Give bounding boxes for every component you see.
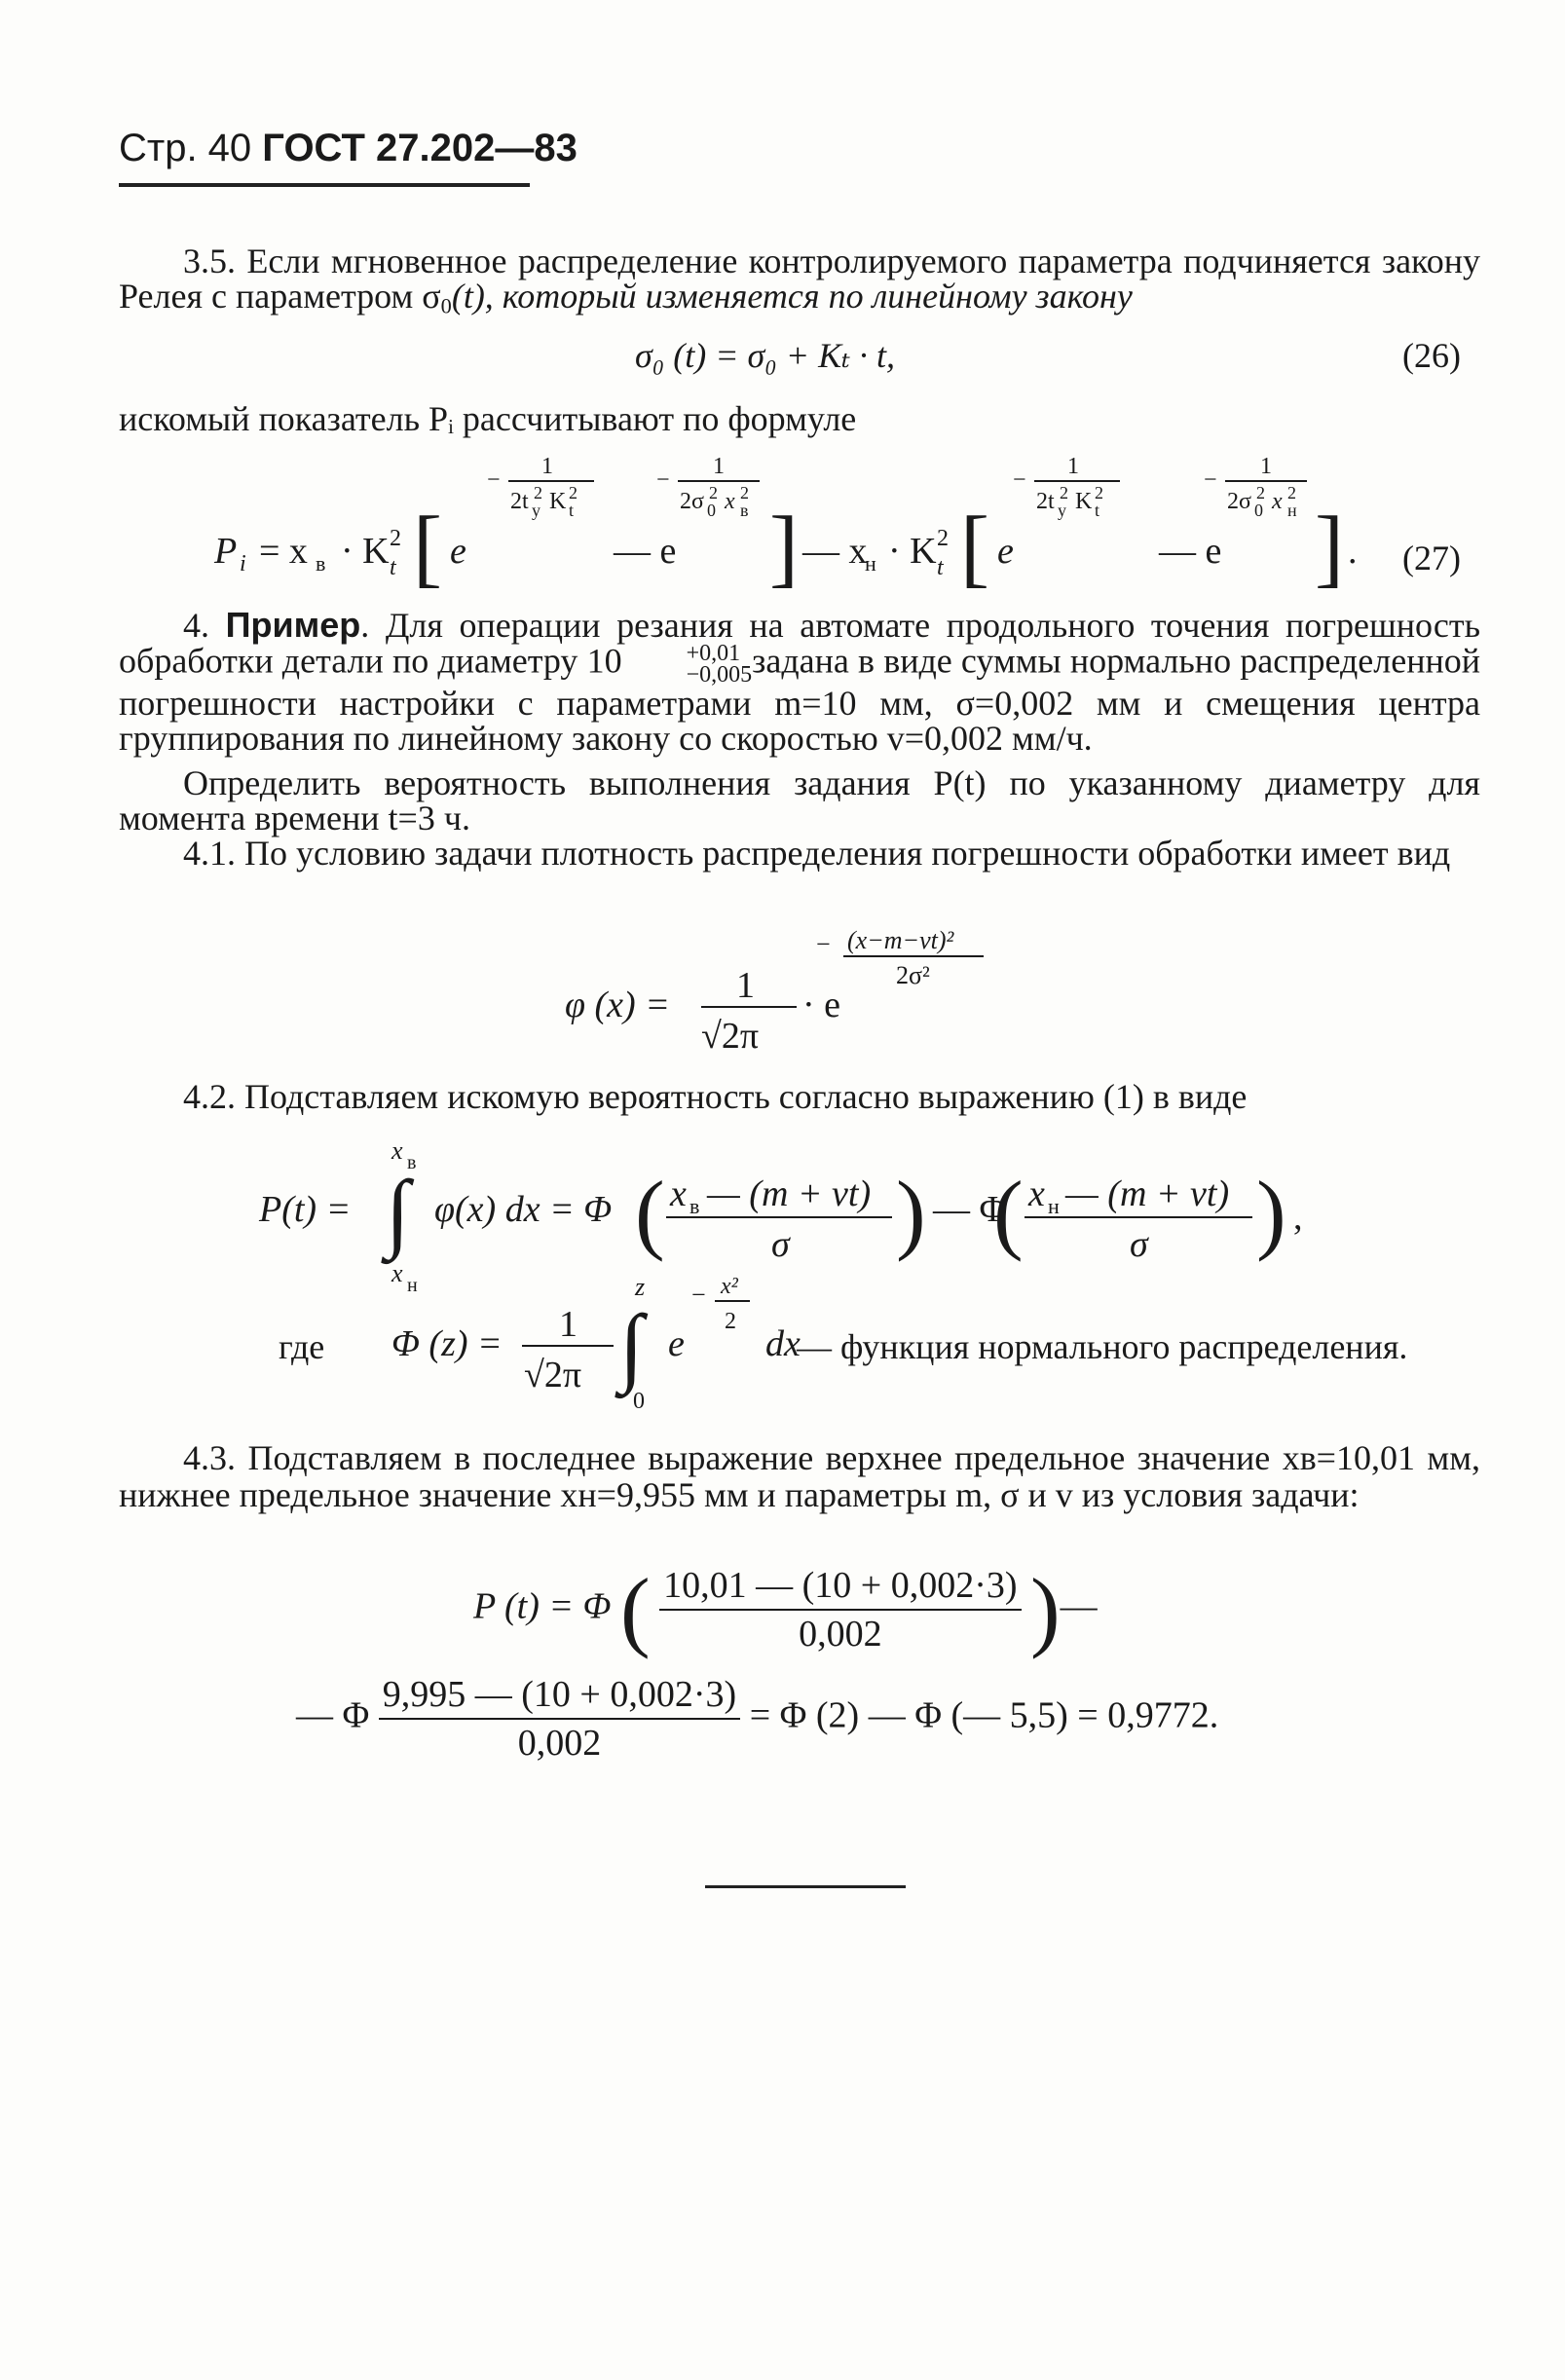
svg-text:· K: · K <box>341 531 390 572</box>
svg-text:φ(x) dx = Φ: φ(x) dx = Φ <box>434 1189 613 1230</box>
svg-text:1: 1 <box>736 965 755 1006</box>
svg-text:−: − <box>487 467 501 493</box>
where-label: где <box>279 1327 325 1366</box>
svg-text:2: 2 <box>1095 483 1103 502</box>
svg-text:x: x <box>670 1173 687 1214</box>
svg-text:— e: — e <box>614 531 677 572</box>
svg-text:2: 2 <box>725 1309 736 1334</box>
svg-text:— x: — x <box>802 531 868 572</box>
svg-text:н: н <box>407 1275 418 1291</box>
svg-text:−: − <box>691 1281 706 1309</box>
svg-text:−: − <box>816 930 831 958</box>
paragraph-4-2: 4.2. Подставляем искомую вероятность согласно выражению (1) в виде <box>183 1077 1248 1116</box>
end-rule <box>705 1885 906 1888</box>
paragraph-4: 4. Пример. Для операции резания на автомате продольного точения погрешность обработки детали по диаметру 10 +0,01 −0,005 задана в виде суммы нормально распределенной погрешности настройки с параметрами m=10 мм, σ=0,002 мм и смещения центра группирования по линейному закону со скоростью v=0,002 мм/ч. <box>119 605 1481 758</box>
paragraph-3-5: 3.5. Если мгновенное распределение контролируемого параметра подчиняется закону Релея с параметром $\sigma_0(t)$, который изменяется по линейному закону <box>119 242 1480 318</box>
numeric-probability-line2: — Φ $\frac{9,995 — (10 + 0,002\cdot 3)}{0,002}$ = Φ (2) — Φ (— 5,5) = 0,9772. <box>296 1674 1219 1764</box>
svg-text:2σ: 2σ <box>1227 489 1251 514</box>
svg-text:(x−m−vt)²: (x−m−vt)² <box>847 926 954 954</box>
svg-text:K: K <box>1075 489 1093 514</box>
svg-text:e: e <box>450 531 466 572</box>
svg-text:x: x <box>1272 489 1283 514</box>
svg-text:(: ( <box>993 1163 1024 1262</box>
svg-text:,: , <box>1293 1197 1303 1238</box>
svg-text:[: [ <box>960 500 989 594</box>
svg-text:— Φ: — Φ <box>933 1189 1007 1230</box>
header-rule <box>119 183 530 187</box>
svg-text:= x: = x <box>259 531 308 572</box>
svg-text:0: 0 <box>707 501 716 520</box>
paragraph-4-task: Определить вероятность выполнения задания P(t) по указанному диаметру для момента времени t=3 ч. <box>119 763 1480 837</box>
page-label: Стр. 40 <box>119 127 252 169</box>
numeric-result: = Φ (2) — Φ (— 5,5) = 0,9772. <box>749 1694 1219 1736</box>
svg-text:σ: σ <box>1130 1224 1148 1265</box>
svg-text:]: ] <box>1315 500 1344 594</box>
svg-text:· e: · e <box>802 985 841 1025</box>
svg-text:н: н <box>865 551 876 576</box>
denominator-2: 0,002 <box>517 1723 602 1764</box>
svg-text:−: − <box>656 467 670 493</box>
svg-text:t: t <box>569 501 575 520</box>
svg-text:2: 2 <box>1060 483 1068 502</box>
svg-text:x: x <box>391 1259 403 1287</box>
svg-text:в: в <box>316 551 326 576</box>
svg-text:2: 2 <box>709 483 718 502</box>
svg-text:0: 0 <box>1254 501 1263 520</box>
svg-text:1: 1 <box>1260 454 1272 479</box>
svg-text:0: 0 <box>633 1389 645 1412</box>
svg-text:): ) <box>896 1163 926 1262</box>
denominator-1: 0,002 <box>799 1614 882 1655</box>
svg-text:z: z <box>635 1273 646 1301</box>
svg-text:e: e <box>668 1323 685 1364</box>
paragraph-4-1: 4.1. По условию задачи плотность распределения погрешности обработки имеет вид <box>183 834 1451 873</box>
standard-code: ГОСТ 27.202—83 <box>262 127 578 169</box>
svg-text:1: 1 <box>559 1304 578 1345</box>
svg-text:1: 1 <box>713 454 725 479</box>
svg-text:1: 1 <box>541 454 553 479</box>
svg-text:в: в <box>740 501 749 520</box>
svg-text:(: ( <box>635 1163 665 1262</box>
svg-text:φ (x) =: φ (x) = <box>565 985 670 1025</box>
svg-text:2: 2 <box>1256 483 1265 502</box>
svg-text:2: 2 <box>569 483 578 502</box>
svg-text:— e: — e <box>1159 531 1222 572</box>
svg-text:Φ (z) =: Φ (z) = <box>391 1323 503 1364</box>
svg-text:P: P <box>214 531 238 572</box>
svg-text:P(t) =: P(t) = <box>259 1189 352 1230</box>
svg-text:√2π: √2π <box>701 1016 760 1057</box>
svg-text:x: x <box>1028 1173 1045 1214</box>
equation-26-number: (26) <box>1402 336 1461 375</box>
phi-description: — функция нормального распределения. <box>797 1327 1408 1366</box>
density-formula <box>555 919 1062 1065</box>
svg-text:2σ: 2σ <box>680 489 704 514</box>
svg-text:−: − <box>1204 467 1217 493</box>
svg-text:в: в <box>407 1152 417 1173</box>
svg-text:∫: ∫ <box>619 1298 644 1395</box>
svg-text:t: t <box>1095 501 1100 520</box>
svg-text:√2π: √2π <box>524 1355 582 1395</box>
svg-text:2: 2 <box>740 483 749 502</box>
svg-text:x: x <box>391 1136 403 1165</box>
svg-text:dx: dx <box>765 1323 801 1364</box>
svg-text:t: t <box>937 555 944 580</box>
svg-text:1: 1 <box>1067 454 1079 479</box>
svg-text:i: i <box>240 551 246 576</box>
paragraph-4-3: 4.3. Подставляем в последнее выражение верхнее предельное значение xв=10,01 мм, нижнее предельное значение xн=9,955 мм и параметры m, σ и v из условия задачи: <box>119 1438 1480 1514</box>
svg-text:н: н <box>1048 1194 1060 1218</box>
equation-26: σ₀ (t) = σ₀ + Kₜ · t, <box>635 336 895 375</box>
svg-text:x²: x² <box>721 1274 738 1299</box>
svg-text:y: y <box>1058 501 1066 520</box>
svg-text:]: ] <box>769 500 799 594</box>
svg-text:2t: 2t <box>510 489 529 514</box>
svg-text:· K: · K <box>888 531 937 572</box>
svg-text:−: − <box>1013 467 1026 493</box>
svg-text:.: . <box>1348 531 1358 572</box>
svg-text:x: x <box>725 489 735 514</box>
svg-text:2: 2 <box>390 526 401 551</box>
svg-text:σ: σ <box>771 1224 790 1265</box>
svg-text:— (m + vt): — (m + vt) <box>707 1173 872 1214</box>
numeric-probability-line1: P (t) = Φ ( $\frac{10,01 — (10 + 0,002\cdot 3)}{0,002}$ )— <box>473 1560 1098 1659</box>
numerator-1: 10,01 — (10 + 0,002·3) <box>659 1564 1021 1611</box>
page-header <box>119 127 578 170</box>
svg-text:н: н <box>1287 501 1297 520</box>
svg-text:∫: ∫ <box>386 1164 410 1260</box>
svg-text:y: y <box>532 501 540 520</box>
equation-27 <box>195 448 1402 594</box>
svg-text:K: K <box>549 489 567 514</box>
svg-text:2σ²: 2σ² <box>896 961 930 989</box>
svg-text:2t: 2t <box>1036 489 1055 514</box>
svg-text:2: 2 <box>534 483 542 502</box>
svg-text:2: 2 <box>1287 483 1296 502</box>
svg-text:t: t <box>390 555 396 580</box>
numerator-2: 9,995 — (10 + 0,002·3) <box>379 1673 740 1720</box>
svg-text:[: [ <box>413 500 442 594</box>
svg-text:2: 2 <box>937 526 949 551</box>
example-title: Пример <box>225 605 361 645</box>
svg-text:в: в <box>689 1194 700 1218</box>
svg-text:— (m + vt): — (m + vt) <box>1065 1173 1230 1214</box>
svg-text:e: e <box>997 531 1014 572</box>
equation-27-number: (27) <box>1402 539 1461 577</box>
paragraph-3-5-after: искомый показатель Pᵢ рассчитывают по формуле <box>119 399 857 438</box>
svg-text:): ) <box>1256 1163 1286 1262</box>
